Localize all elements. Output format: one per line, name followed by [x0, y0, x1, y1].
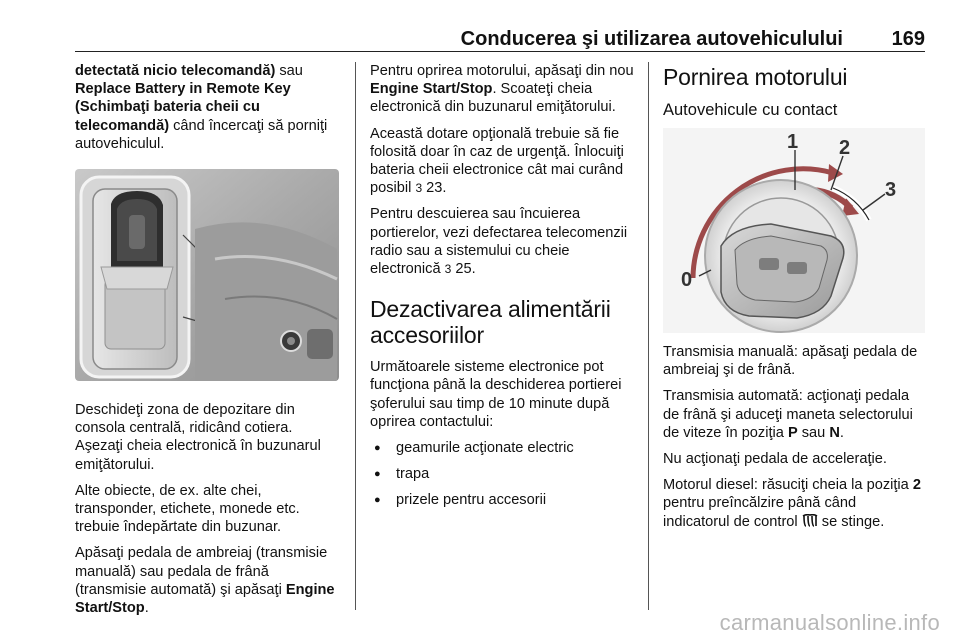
text: Pentru oprirea motorului, apăsaţi din nou — [370, 63, 634, 79]
paragraph — [370, 62, 636, 117]
figure-label: 3 — [885, 179, 897, 201]
paragraph: Deschideţi zona de depozitare din consola centrală, ridicând cotiera. Aşezaţi cheia electronică în buzunarul emiţătorului. — [75, 402, 321, 473]
text: sau — [797, 424, 830, 441]
bold-text: Replace Battery in Remote Key (Schimbaţi bateria cheii cu telecomandă) — [75, 81, 291, 134]
paragraph — [370, 125, 636, 198]
paragraph — [663, 387, 925, 442]
paragraph: Transmisia manuală: apăsaţi pedala de ambreiaj şi de frână. — [663, 344, 918, 379]
text: pentru preîncălzire până când indicatorul de control — [663, 495, 857, 530]
list-item: ● prizele pentru accesorii — [370, 491, 636, 509]
paragraph — [370, 205, 636, 278]
section-heading: Dezactivarea alimentării accesoriilor — [370, 296, 611, 349]
column-middle — [370, 62, 636, 518]
text: Motorul diesel: răsuciţi cheia la poziţia — [663, 477, 913, 494]
text: 23. — [422, 180, 447, 197]
header-divider — [75, 51, 925, 52]
text: . — [839, 424, 844, 441]
list-item: ● trapa — [370, 465, 636, 483]
paragraph — [663, 476, 925, 533]
bold-text: Engine Start/Stop — [75, 581, 335, 617]
paragraph — [75, 544, 343, 617]
column-divider — [355, 62, 356, 610]
paragraph: Următoarele sisteme electronice pot funcţiona până la deschiderea portierei şoferului sau timp de 10 minute după oprirea contactului: — [370, 359, 622, 430]
text: Această dotare opţională trebuie să fie folosită doar în caz de urgenţă. Înlocuiţi bateria cheii electronice cât mai curând posibil — [370, 125, 624, 197]
column-left — [75, 62, 343, 625]
text: . — [144, 600, 149, 617]
text: sau — [275, 63, 303, 79]
list-item: ● geamurile acţionate electric — [370, 439, 636, 457]
ignition-switch-figure — [663, 128, 925, 333]
text: Pentru descuierea sau încuierea portierelor, vezi defectarea telecomenzii radio sau a sistemului cu cheie electronică — [370, 206, 628, 278]
bold-text: N — [829, 424, 840, 441]
text: când încercaţi să porniţi autovehiculul. — [75, 117, 328, 152]
page-title: Conducerea şi utilizarea autovehiculului — [460, 28, 843, 50]
column-right — [663, 62, 925, 541]
bold-text: 2 — [912, 477, 921, 494]
column-divider — [648, 62, 649, 610]
figure-label: 0 — [681, 269, 693, 291]
paragraph: Nu acţionaţi pedala de acceleraţie. — [663, 451, 887, 468]
bullet-list — [370, 439, 636, 510]
bold-text: detectată nicio telecomandă) — [75, 63, 276, 79]
bold-text: P — [787, 424, 798, 441]
figure-label: 1 — [787, 131, 799, 153]
subsection-heading: Autovehicule cu contact — [663, 101, 838, 119]
page-reference-icon: 3 — [415, 181, 423, 196]
figure-label: 2 — [839, 137, 851, 159]
text: Transmisia automată: acţionaţi pedala de frână şi aduceţi maneta selectorului de viteze în poziţia — [663, 388, 913, 441]
console-key-pocket-image — [75, 169, 339, 381]
text: se stinge. — [817, 513, 885, 530]
paragraph: Alte obiecte, de ex. alte chei, transponder, etichete, monede etc. trebuie îndepărtate din buzunar. — [75, 482, 300, 536]
bold-text: Engine Start/Stop — [370, 81, 493, 98]
paragraph — [75, 62, 343, 153]
watermark: carmanualsonline.info — [719, 610, 940, 635]
page-number: 169 — [891, 28, 925, 50]
section-heading: Pornirea motorului — [663, 64, 848, 90]
text: Apăsaţi pedala de ambreiaj (transmisie manuală) sau pedala de frână (transmisie automată) şi apăsaţi — [75, 545, 328, 598]
text: 25. — [451, 261, 476, 278]
text: . Scoateţi cheia electronică din buzunarul emiţătorului. — [370, 81, 616, 116]
page-reference-icon: 3 — [444, 262, 452, 277]
glow-plug-icon — [802, 514, 818, 533]
